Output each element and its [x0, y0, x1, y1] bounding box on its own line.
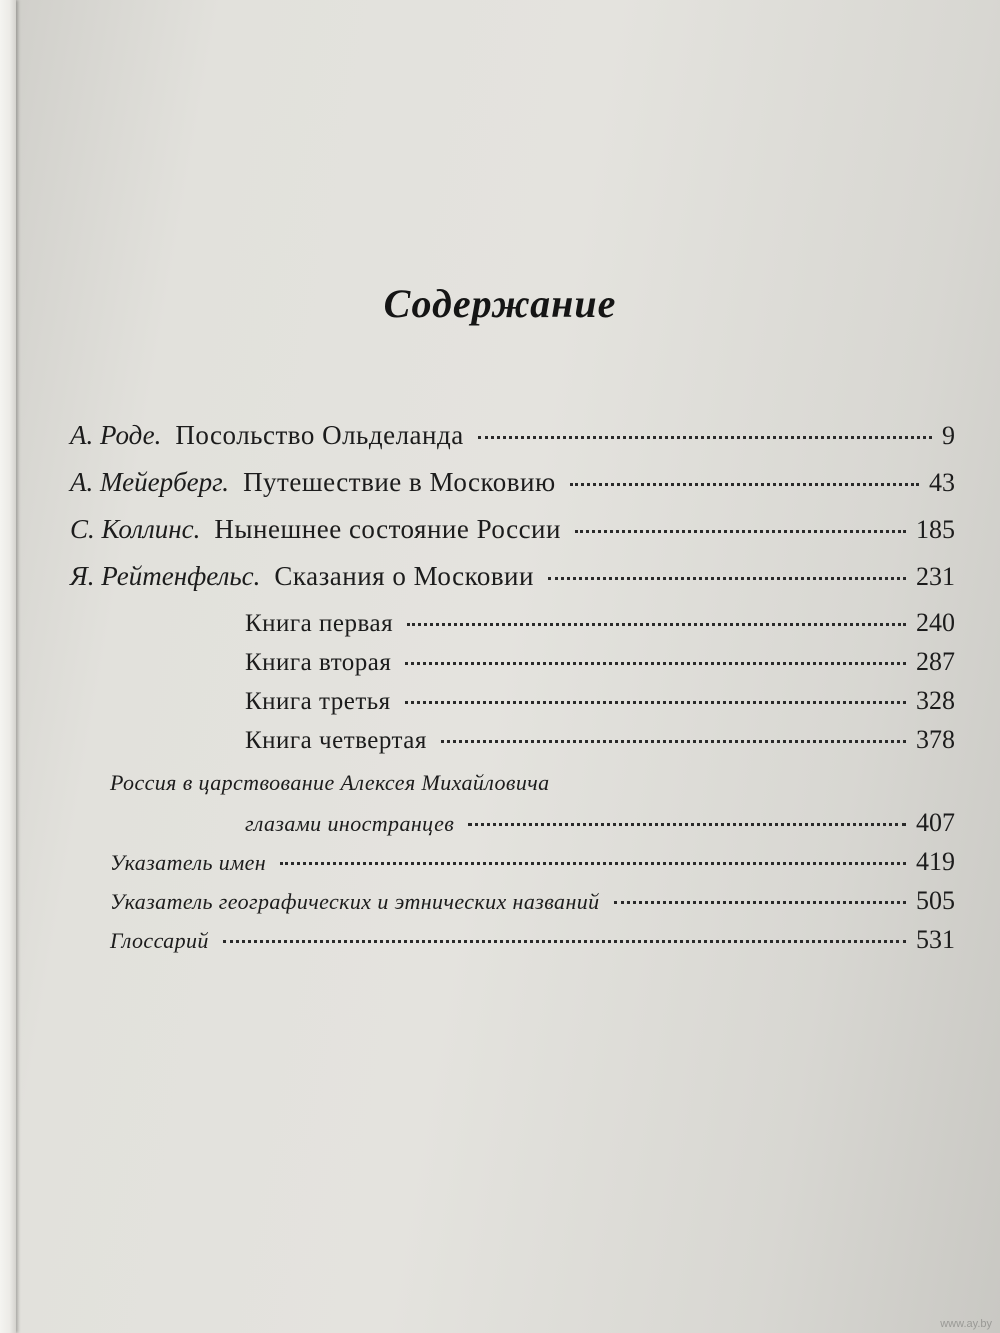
- entry-page: 9: [942, 421, 955, 450]
- toc-entry: [70, 420, 955, 467]
- dot-leader: [478, 435, 932, 439]
- appendix-title: Глоссарий: [110, 928, 209, 953]
- appendix-title: Указатель имен: [110, 850, 267, 875]
- dot-leader: [280, 861, 906, 865]
- entry-title: Посольство Ольделанда: [175, 420, 464, 450]
- essay-page: 407: [916, 808, 955, 837]
- entry-author: А. Мейерберг.: [70, 467, 230, 497]
- subentry-title: Книга вторая: [245, 649, 392, 676]
- toc-subentry: [70, 647, 955, 686]
- toc-subentry: [70, 608, 955, 647]
- subentry-page: 287: [916, 647, 955, 676]
- appendix-title: Указатель географических и этнических названий: [110, 889, 600, 914]
- toc-subentry: [70, 725, 955, 764]
- entry-author: А. Роде.: [70, 420, 162, 450]
- appendix-page: 419: [916, 847, 955, 876]
- dot-leader: [405, 700, 906, 704]
- entry-page: 185: [916, 515, 955, 544]
- entry-page: 231: [916, 562, 955, 591]
- dot-leader: [570, 482, 919, 486]
- entry-title: Сказания о Московии: [274, 561, 534, 591]
- subentry-page: 240: [916, 608, 955, 637]
- entry-author: С. Коллинс.: [70, 514, 201, 544]
- site-watermark: www.ay.by: [940, 1318, 992, 1330]
- toc-appendix-item: [70, 847, 955, 886]
- toc-appendix-item: [70, 886, 955, 925]
- toc-entry: [70, 467, 955, 514]
- appendix-page: 531: [916, 925, 955, 954]
- subentry-page: 328: [916, 686, 955, 715]
- essay-title-line2: глазами иностранцев: [245, 811, 455, 836]
- entry-title: Нынешнее состояние России: [214, 514, 561, 544]
- page-edge: [0, 0, 16, 1333]
- toc-appendix-item: [70, 925, 955, 964]
- subentry-page: 378: [916, 725, 955, 754]
- dot-leader: [468, 822, 906, 826]
- toc-essay-line2: [70, 808, 955, 847]
- dot-leader: [548, 576, 906, 580]
- subentry-title: Книга первая: [245, 610, 394, 637]
- entry-title: Путешествие в Московию: [243, 467, 556, 497]
- entry-page: 43: [929, 468, 955, 497]
- toc-essay-line1: [70, 770, 955, 808]
- subentry-title: Книга третья: [245, 688, 391, 715]
- page-title: Содержание: [383, 281, 617, 326]
- dot-leader: [223, 939, 906, 943]
- dot-leader: [407, 622, 906, 626]
- entry-author: Я. Рейтенфельс.: [70, 561, 261, 591]
- dot-leader: [405, 661, 906, 665]
- appendix-page: 505: [916, 886, 955, 915]
- essay-title-line1: Россия в царствование Алексея Михайловича: [110, 770, 550, 795]
- toc-subentry: [70, 686, 955, 725]
- dot-leader: [575, 529, 906, 533]
- table-of-contents: [70, 420, 955, 964]
- subentry-title: Книга четвертая: [245, 727, 427, 754]
- toc-entry: [70, 561, 955, 608]
- dot-leader: [441, 739, 906, 743]
- dot-leader: [614, 900, 906, 904]
- toc-entry: [70, 514, 955, 561]
